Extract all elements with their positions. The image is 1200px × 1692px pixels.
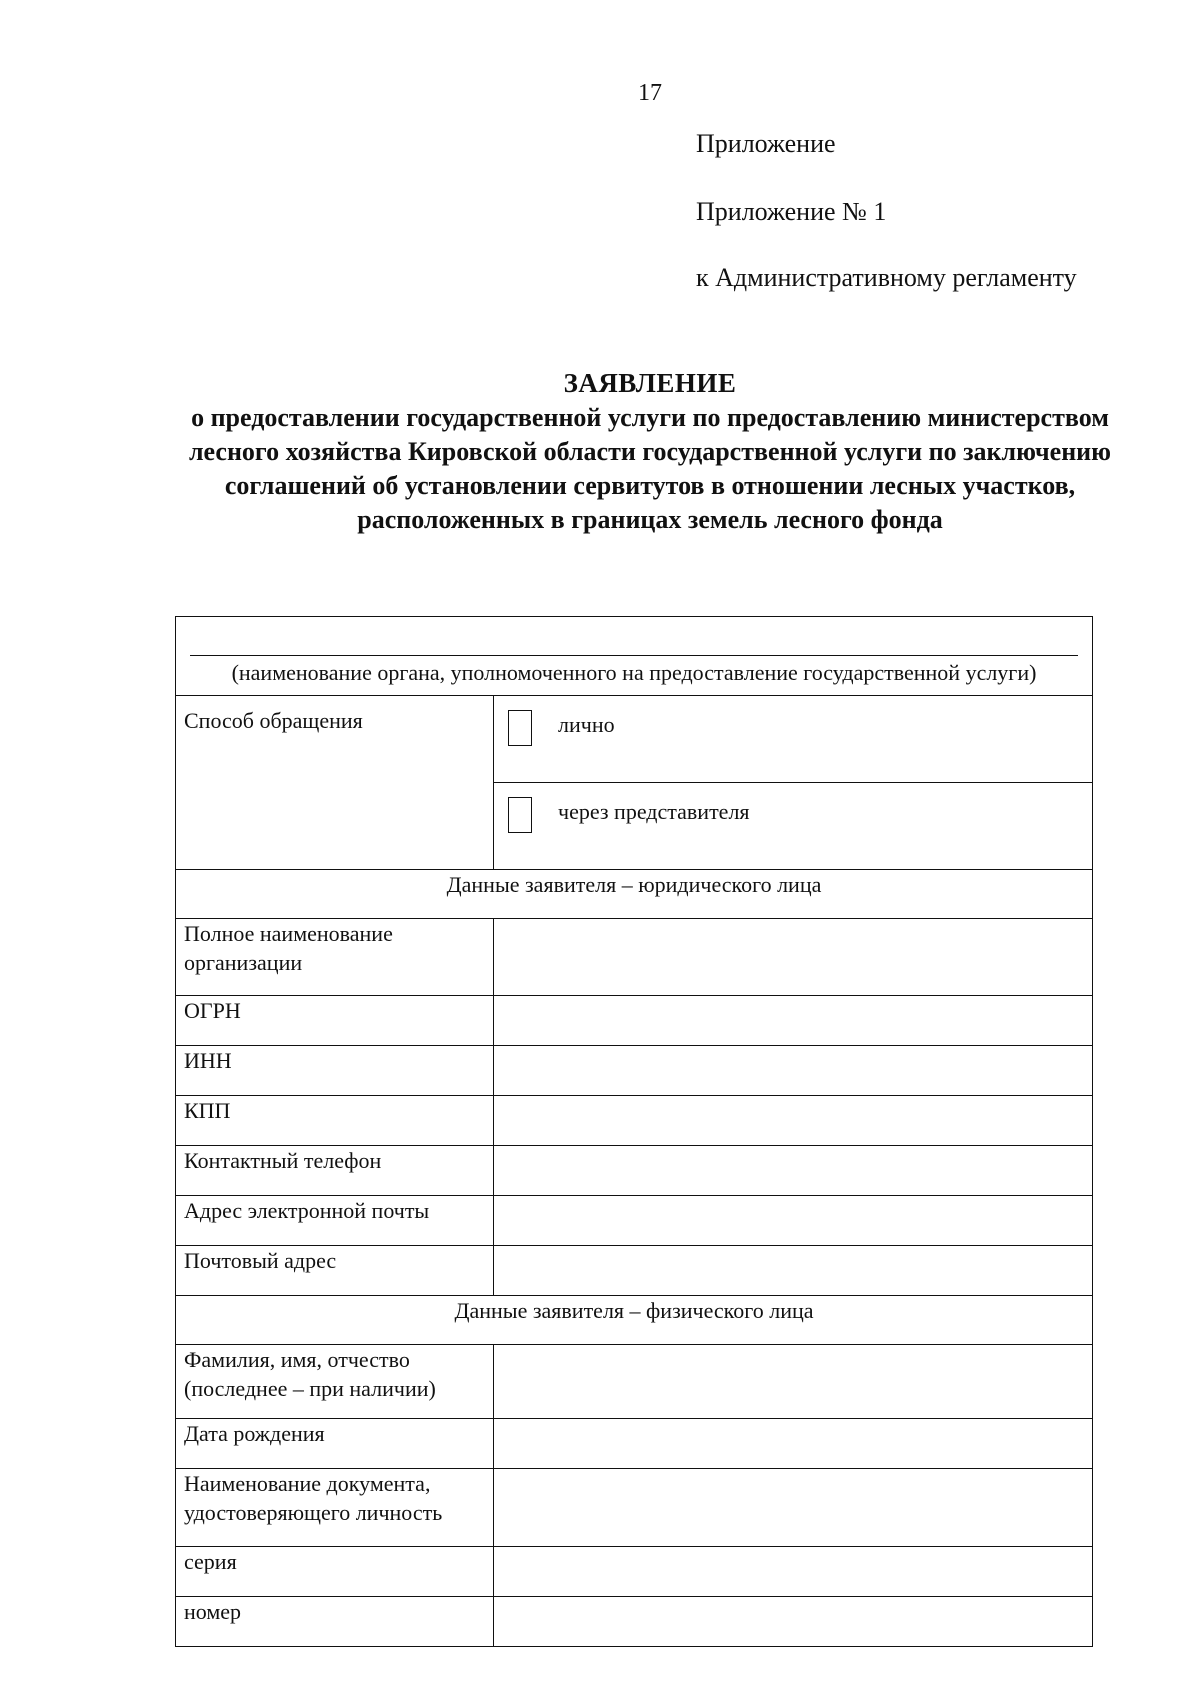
field-label: Наименование документа, удостоверяющего личность [176, 1469, 494, 1547]
legal-entity-section [176, 870, 1093, 919]
page-number: 17 [638, 80, 662, 106]
individual-section-title: Данные заявителя – физического лица [176, 1296, 1093, 1345]
field-value-series[interactable] [494, 1547, 1093, 1597]
appendix-number: Приложение № 1 [696, 197, 887, 226]
field-value-postal-address[interactable] [494, 1246, 1093, 1296]
field-label: серия [176, 1547, 494, 1597]
appendix-reference: к Административному регламенту [696, 263, 1077, 292]
field-value-id-document[interactable] [494, 1469, 1093, 1547]
checkbox-personal[interactable] [508, 710, 532, 746]
document-subtitle: о предоставлении государственной услуги по предоставлению министерством лесного хозяйства Кировской области государственной услуги по заключению соглашений об установлении сервитутов в отношении лесных участков, расположенных в границах земель лесного фонда [188, 403, 1112, 534]
authority-row [176, 617, 1093, 696]
field-label: Адрес электронной почты [176, 1196, 494, 1246]
field-value-number[interactable] [494, 1597, 1093, 1647]
field-label: Контактный телефон [176, 1146, 494, 1196]
method-label: Способ обращения [176, 696, 494, 870]
table-row [176, 1547, 1093, 1597]
appendix-label: Приложение [696, 129, 836, 158]
field-value-email[interactable] [494, 1196, 1093, 1246]
document-title: ЗАЯВЛЕНИЕ [563, 368, 737, 398]
field-value-ogrn[interactable] [494, 996, 1093, 1046]
field-label: ОГРН [176, 996, 494, 1046]
field-value-inn[interactable] [494, 1046, 1093, 1096]
option-label-personal: лично [558, 712, 615, 737]
checkbox-representative[interactable] [508, 797, 532, 833]
table-row [176, 919, 1093, 996]
option-label-representative: через представителя [558, 799, 750, 824]
table-row [176, 1419, 1093, 1469]
authority-caption: (наименование органа, уполномоченного на предоставление государственной услуги) [231, 660, 1037, 685]
table-row [176, 1246, 1093, 1296]
individual-section [176, 1296, 1093, 1345]
field-value-birth-date[interactable] [494, 1419, 1093, 1469]
table-row [176, 1146, 1093, 1196]
table-row [176, 1096, 1093, 1146]
table-row [176, 1196, 1093, 1246]
table-row [176, 1469, 1093, 1547]
field-value-phone[interactable] [494, 1146, 1093, 1196]
field-label: Фамилия, имя, отчество (последнее – при наличии) [176, 1345, 494, 1419]
field-label: КПП [176, 1096, 494, 1146]
field-label: номер [176, 1597, 494, 1647]
field-label: Полное наименование организации [176, 919, 494, 996]
field-label: Почтовый адрес [176, 1246, 494, 1296]
table-row [176, 1345, 1093, 1419]
method-row [176, 696, 1093, 783]
field-value-organization-name[interactable] [494, 919, 1093, 996]
table-row [176, 996, 1093, 1046]
field-label: ИНН [176, 1046, 494, 1096]
authority-field[interactable] [176, 617, 1093, 696]
table-row [176, 1597, 1093, 1647]
table-row [176, 1046, 1093, 1096]
application-form-table [175, 616, 1093, 1647]
method-option-representative[interactable] [494, 783, 1093, 870]
document-title-block [170, 366, 1130, 537]
legal-entity-section-title: Данные заявителя – юридического лица [176, 870, 1093, 919]
field-value-full-name[interactable] [494, 1345, 1093, 1419]
field-value-kpp[interactable] [494, 1096, 1093, 1146]
field-label: Дата рождения [176, 1419, 494, 1469]
method-option-personal[interactable] [494, 696, 1093, 783]
